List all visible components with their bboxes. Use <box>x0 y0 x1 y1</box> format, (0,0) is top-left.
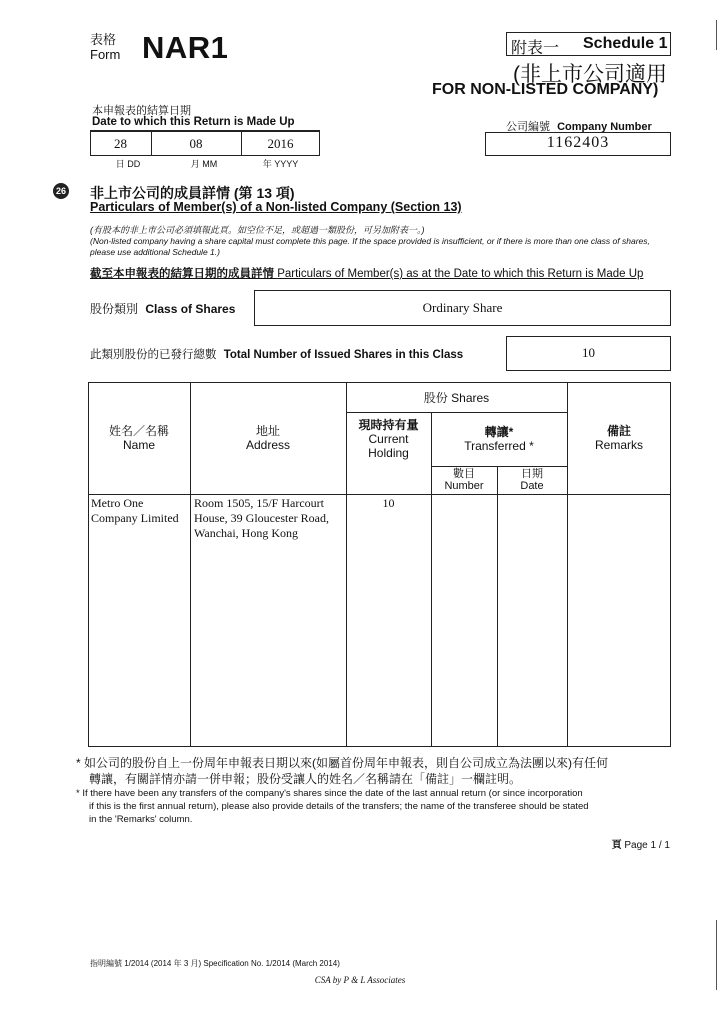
year-label: 年 YYYY <box>262 159 299 169</box>
company-number-value: 1162403 <box>546 134 610 151</box>
holding-column-header <box>346 412 431 466</box>
address-header-en: Address <box>245 438 291 452</box>
form-label-zh: 表格 <box>90 32 117 47</box>
page-label-zh: 頁 <box>611 840 622 851</box>
holding-header-zh: 現時持有量 <box>358 418 419 432</box>
holding-header-en2: Holding <box>368 446 409 460</box>
number-header-en: Number <box>444 480 484 492</box>
section-subtitle <box>90 265 643 281</box>
member-holding: 10 <box>382 496 395 510</box>
member-address <box>194 496 329 541</box>
transferred-column-header <box>431 412 567 466</box>
scan-edge-mark <box>716 20 717 50</box>
shares-header-en: Shares <box>451 390 490 405</box>
credit-line: CSA by P & L Associates <box>314 975 406 985</box>
holding-header-en1: Current <box>368 432 409 446</box>
class-of-shares-label-zh: 股份類別 <box>90 302 139 316</box>
footnote-zh-line2: 轉讓，有關詳情亦請一併申報；股份受讓人的姓名／名稱請在「備註」一欄註明。 <box>89 772 522 786</box>
member-name-line1: Metro One <box>91 496 144 510</box>
date-header-en: Date <box>520 480 544 492</box>
page-text: 1 / 1 <box>650 840 670 851</box>
section-badge: 26 <box>53 183 69 199</box>
name-header-zh: 姓名／名稱 <box>108 424 169 438</box>
issued-shares-label-en: Total Number of Issued Shares in this Class <box>223 349 464 361</box>
issued-shares-value: 10 <box>582 345 595 360</box>
form-label-en: Form <box>90 47 121 62</box>
section-note-en: (Non-listed company having a share capital must complete this page. If the space provided is insufficient, or if there is more than one class of shares, please use additional Schedule 1.) <box>90 236 650 257</box>
return-date-month: 08 <box>189 136 203 151</box>
member-address-line1: Room 1505, 15/F Harcourt <box>194 496 324 510</box>
form-label <box>90 32 120 62</box>
nonlisted-zh: (非上市公司適用 <box>513 63 667 86</box>
company-number-label-zh: 公司編號 <box>506 121 550 133</box>
company-number-label-en: Company Number <box>557 121 652 133</box>
class-of-shares-label <box>90 300 235 317</box>
scan-edge-mark <box>716 920 717 990</box>
date-column-header <box>497 466 567 494</box>
class-of-shares-value: Ordinary Share <box>422 300 503 315</box>
footnote-zh-line1: * 如公司的股份自上一份周年申報表日期以來(如屬首份周年申報表，則自公司成立為法團以來)有任何 <box>76 756 608 770</box>
remarks-column-header <box>567 382 671 494</box>
table-row <box>88 496 671 556</box>
member-name <box>91 496 179 526</box>
return-date-label-zh: 本申報表的結算日期 <box>92 105 191 117</box>
page-number <box>590 836 670 851</box>
section-title-en: Particulars of Member(s) of a Non-listed Company (Section 13) <box>90 200 462 214</box>
name-column-header <box>88 382 190 494</box>
remarks-header-en: Remarks <box>594 438 643 452</box>
footnote-en-line2: if this is the first annual return), please also provide details of the transfers; the name of the transferee should be stated <box>89 801 589 812</box>
transferred-header-zh: 轉讓* <box>484 425 514 439</box>
shares-header-zh: 股份 <box>423 390 448 405</box>
section-note-zh: (有股本的非上市公司必須填報此頁。如空位不足，或超過一類股份，可另加附表一。) <box>90 225 425 235</box>
specification-note: 指明編號 1/2014 (2014 年 3 月) Specification No. 1/2014 (March 2014) <box>90 959 340 968</box>
section-title-zh: 非上市公司的成員詳情 (第 13 項) <box>90 185 295 201</box>
return-date-label-en: Date to which this Return is Made Up <box>92 116 295 128</box>
form-code: NAR1 <box>142 30 229 65</box>
section-subtitle-zh: 截至本申報表的結算日期的成員詳情 <box>90 268 274 280</box>
schedule-zh: 附表一 <box>511 40 560 57</box>
day-label: 日 DD <box>115 159 141 169</box>
remarks-header-zh: 備註 <box>606 424 631 438</box>
number-header-zh: 數目 <box>453 468 475 480</box>
member-address-line2: House, 39 Gloucester Road, <box>194 511 329 525</box>
footnote-en <box>76 787 686 826</box>
member-name-line2: Company Limited <box>91 511 179 525</box>
section-subtitle-en: Particulars of Member(s) as at the Date to which this Return is Made Up <box>277 268 644 280</box>
class-of-shares-label-en: Class of Shares <box>145 302 236 316</box>
address-header-zh: 地址 <box>255 424 280 438</box>
member-address-line3: Wanchai, Hong Kong <box>194 526 299 540</box>
return-date-year: 2016 <box>267 136 294 151</box>
footnote-zh <box>76 755 686 787</box>
name-header-en: Name <box>122 438 155 452</box>
return-date-day: 28 <box>114 136 127 151</box>
number-column-header <box>431 466 497 494</box>
page-label-en: Page <box>624 840 648 851</box>
schedule-en: Schedule 1 <box>583 35 668 52</box>
address-column-header <box>190 382 346 494</box>
issued-shares-label <box>90 346 463 362</box>
nonlisted-en: FOR NON-LISTED COMPANY) <box>432 81 659 98</box>
footnote-en-line1: * If there have been any transfers of the company's shares since the date of the last annual return (or since incorporation <box>76 788 583 799</box>
footnote-en-line3: in the 'Remarks' column. <box>89 814 193 825</box>
transferred-header-en: Transferred * <box>464 439 534 453</box>
date-header-zh: 日期 <box>521 468 543 480</box>
month-label: 月 MM <box>190 159 218 169</box>
shares-header <box>346 382 567 412</box>
issued-shares-label-zh: 此類別股份的已發行總數 <box>90 349 217 361</box>
